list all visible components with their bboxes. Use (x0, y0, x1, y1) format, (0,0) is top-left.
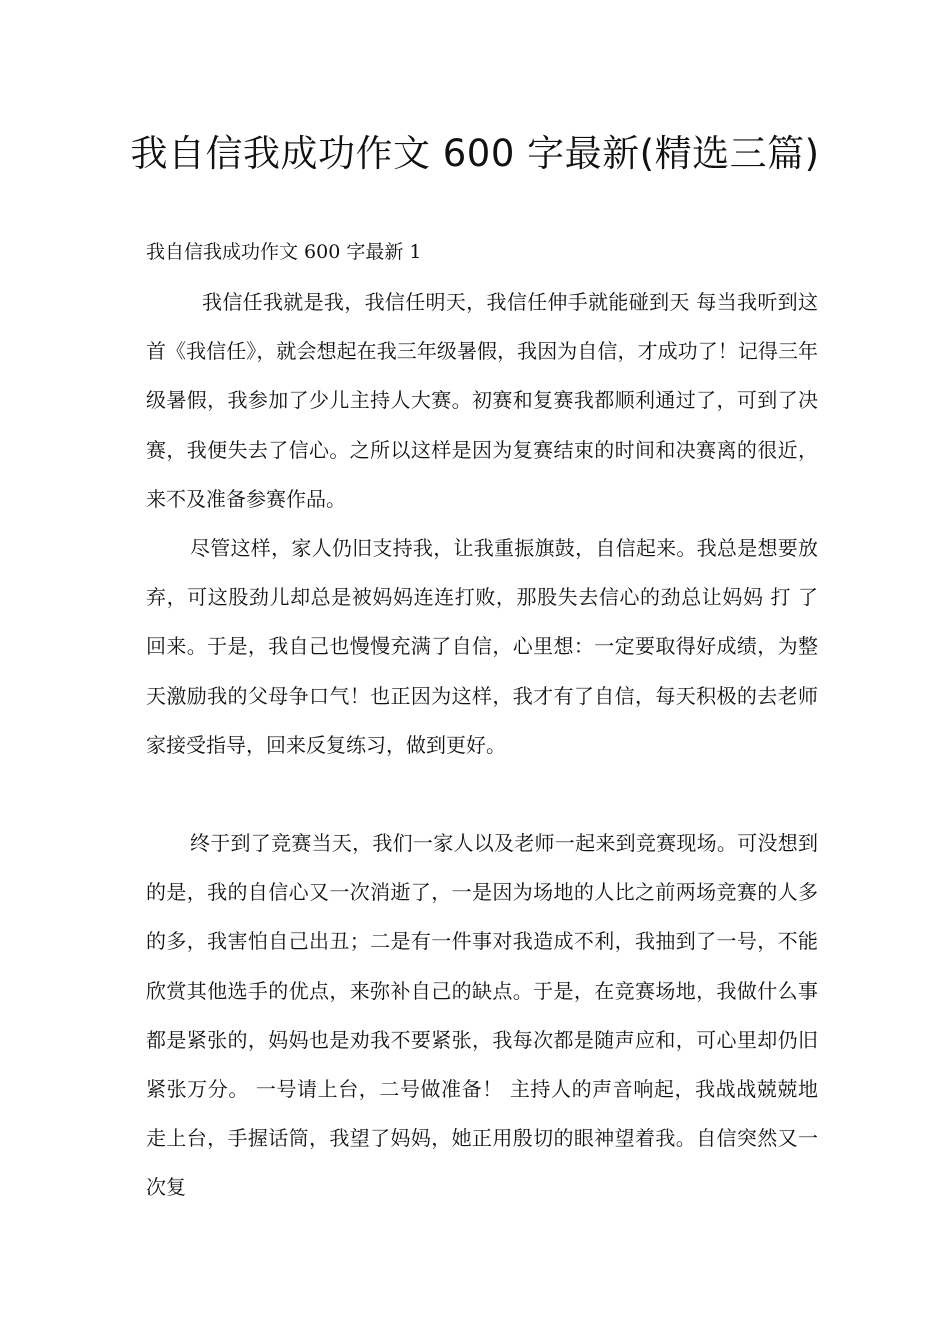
paragraph-3: 终于到了竞赛当天，我们一家人以及老师一起来到竞赛现场。可没想到的是，我的自信心又一次消逝了，一是因为场地的人比之前两场竞赛的人多的多，我害怕自己出丑；二是有一件事对我造成不利，我抽到了一号，不能欣赏其他选手的优点，来弥补自己的缺点。于是，在竞赛场地，我做什么事都是紧张的，妈妈也是劝我不要紧张，我每次都是随声应和，可心里却仍旧紧张万分。 一号请上台，二号做准备！ 主持人的声音响起，我战战兢兢地走上台，手握话筒，我望了妈妈，她正用殷切的眼神望着我。自信突然又一次复 (146, 831, 818, 1200)
section-heading: 我自信我成功作文 600 字最新 1 (146, 241, 422, 263)
document-title: 我自信我成功作文 600 字最新(精选三篇) (130, 132, 820, 175)
paragraph-1: 我信任我就是我，我信任明天，我信任伸手就能碰到天 每当我听到这首《我信任》，就会想起在我三年级暑假，我因为自信，才成功了！记得三年级暑假，我参加了少儿主持人大赛。初赛和复赛我都顺利通过了，可到了决赛，我便失去了信心。之所以这样是因为复赛结束的时间和决赛离的很近，来不及准备参赛作品。 (146, 290, 818, 511)
paragraph-2: 尽管这样，家人仍旧支持我，让我重振旗鼓，自信起来。我总是想要放弃，可这股劲儿却总是被妈妈连连打败，那股失去信心的劲总让妈妈 打 了回来。于是，我自己也慢慢充满了自信，心里想：一定要取得好成绩，为整天激励我的父母争口气！也正因为这样，我才有了自信，每天积极的去老师家接受指导，回来反复练习，做到更好。 (146, 536, 818, 757)
